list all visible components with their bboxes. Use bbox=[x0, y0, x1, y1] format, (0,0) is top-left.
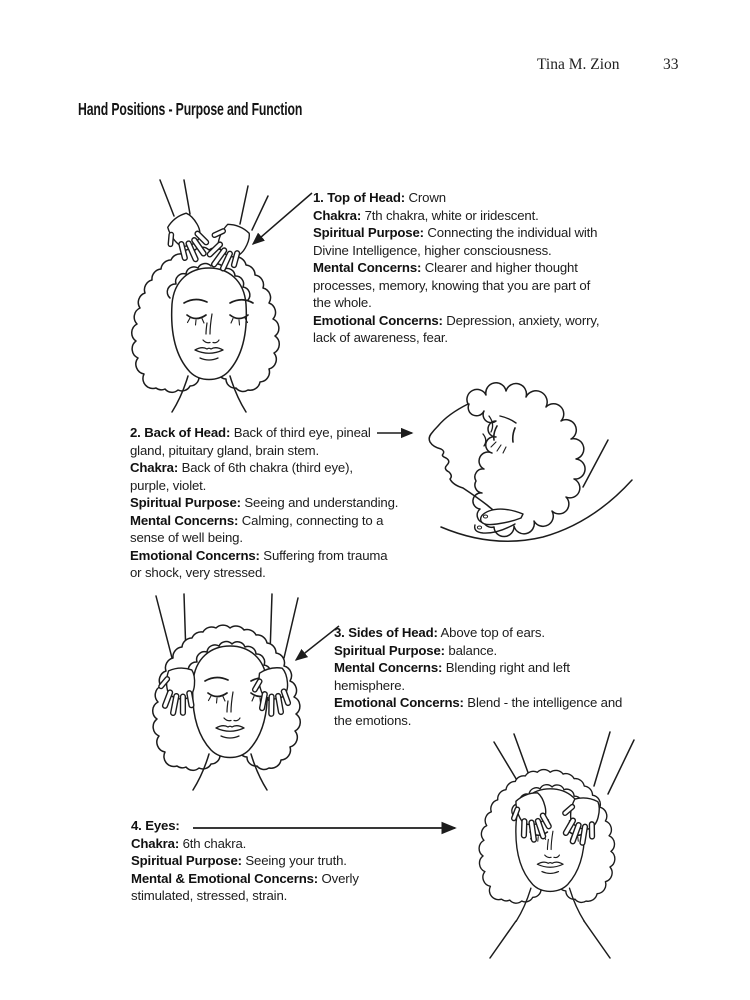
text-line bbox=[130, 512, 398, 530]
field-text: Seeing your truth. bbox=[241, 853, 347, 868]
text-line bbox=[334, 694, 622, 712]
text-line bbox=[334, 712, 622, 730]
field-text: hemisphere. bbox=[334, 677, 405, 693]
field-text: Overly bbox=[318, 870, 359, 886]
field-label: Emotional Concerns: bbox=[313, 312, 443, 328]
field-label: Mental Concerns: bbox=[313, 260, 422, 275]
field-text: Blending right and left bbox=[442, 660, 570, 675]
text-line bbox=[130, 564, 398, 582]
section-sides-of-head-text bbox=[334, 624, 622, 729]
text-line bbox=[131, 852, 359, 870]
text-line bbox=[334, 642, 622, 660]
field-text: balance. bbox=[444, 642, 498, 658]
field-label: Spiritual Purpose: bbox=[131, 853, 242, 868]
text-line bbox=[334, 677, 622, 695]
field-text: Divine Intelligence, higher consciousness. bbox=[313, 242, 552, 258]
page-number: 33 bbox=[663, 56, 679, 73]
field-text: lack of awareness, fear. bbox=[313, 330, 448, 345]
field-text: processes, memory, knowing that you are part of bbox=[313, 277, 591, 293]
field-text: gland, pituitary gland, brain stem. bbox=[130, 442, 320, 458]
field-label: Mental Concerns: bbox=[334, 660, 443, 675]
running-head-author: Tina M. Zion bbox=[537, 56, 620, 73]
text-line bbox=[313, 312, 599, 330]
text-line bbox=[130, 442, 398, 460]
text-line bbox=[313, 207, 599, 225]
field-text: purple, violet. bbox=[130, 477, 207, 493]
field-label: Mental & Emotional Concerns: bbox=[131, 870, 319, 886]
field-text: Calming, connecting to a bbox=[238, 512, 384, 528]
field-text: Crown bbox=[405, 190, 446, 205]
text-line bbox=[130, 459, 398, 477]
field-label: Spiritual Purpose: bbox=[130, 495, 241, 510]
field-text: or shock, very stressed. bbox=[130, 565, 266, 580]
field-label: 3. Sides of Head: bbox=[334, 625, 438, 640]
page-title: Hand Positions - Purpose and Function bbox=[78, 99, 303, 119]
text-line bbox=[313, 189, 599, 207]
section-eyes-text bbox=[131, 817, 359, 905]
field-text: the whole. bbox=[313, 295, 372, 310]
field-label: 2. Back of Head: bbox=[130, 425, 231, 440]
field-text: stimulated, stressed, strain. bbox=[131, 888, 288, 903]
field-text: Above top of ears. bbox=[437, 625, 545, 640]
text-line bbox=[334, 659, 622, 677]
text-line bbox=[313, 277, 599, 295]
field-label: Chakra: bbox=[130, 460, 179, 475]
text-line bbox=[313, 294, 599, 312]
field-label: 1. Top of Head: bbox=[313, 190, 406, 205]
illustration-back-of-head bbox=[393, 386, 708, 564]
text-line bbox=[313, 329, 599, 347]
text-line bbox=[130, 529, 398, 547]
text-line bbox=[313, 259, 599, 277]
field-text: the emotions. bbox=[334, 712, 412, 728]
field-text: Depression, anxiety, worry, bbox=[442, 312, 600, 328]
text-line bbox=[313, 224, 599, 242]
text-line bbox=[130, 494, 398, 512]
field-label: Spiritual Purpose: bbox=[334, 642, 445, 658]
text-line bbox=[131, 817, 359, 835]
text-line bbox=[334, 624, 622, 642]
field-text: Seeing and understanding. bbox=[240, 495, 399, 510]
field-label: Emotional Concerns: bbox=[130, 547, 260, 563]
text-line bbox=[313, 242, 599, 260]
field-label: Mental Concerns: bbox=[130, 512, 239, 528]
text-line bbox=[131, 835, 359, 853]
field-text: Blend - the intelligence and bbox=[463, 695, 623, 710]
field-text: 7th chakra, white or iridescent. bbox=[361, 207, 539, 223]
field-text: sense of well being. bbox=[130, 530, 243, 545]
field-text: Connecting the individual with bbox=[423, 225, 598, 240]
field-text: Clearer and higher thought bbox=[421, 260, 578, 275]
field-text: Back of third eye, pineal bbox=[230, 425, 371, 440]
field-label: Spiritual Purpose: bbox=[313, 225, 424, 240]
field-label: Emotional Concerns: bbox=[334, 695, 464, 710]
illustration-eyes bbox=[438, 736, 690, 964]
text-line bbox=[130, 547, 398, 565]
text-line bbox=[131, 887, 359, 905]
field-text: Suffering from trauma bbox=[259, 547, 388, 563]
field-text: 6th chakra. bbox=[179, 835, 247, 851]
section-top-of-head-text bbox=[313, 189, 599, 347]
field-label: 4. Eyes: bbox=[131, 818, 180, 833]
section-back-of-head-text bbox=[130, 424, 398, 582]
text-line bbox=[131, 870, 359, 888]
illustration-top-of-head bbox=[110, 184, 322, 416]
text-line bbox=[130, 424, 398, 442]
field-label: Chakra: bbox=[313, 207, 362, 223]
text-line bbox=[130, 477, 398, 495]
field-text: Back of 6th chakra (third eye), bbox=[178, 460, 353, 475]
field-label: Chakra: bbox=[131, 835, 180, 851]
illustration-sides-of-head bbox=[126, 596, 340, 810]
